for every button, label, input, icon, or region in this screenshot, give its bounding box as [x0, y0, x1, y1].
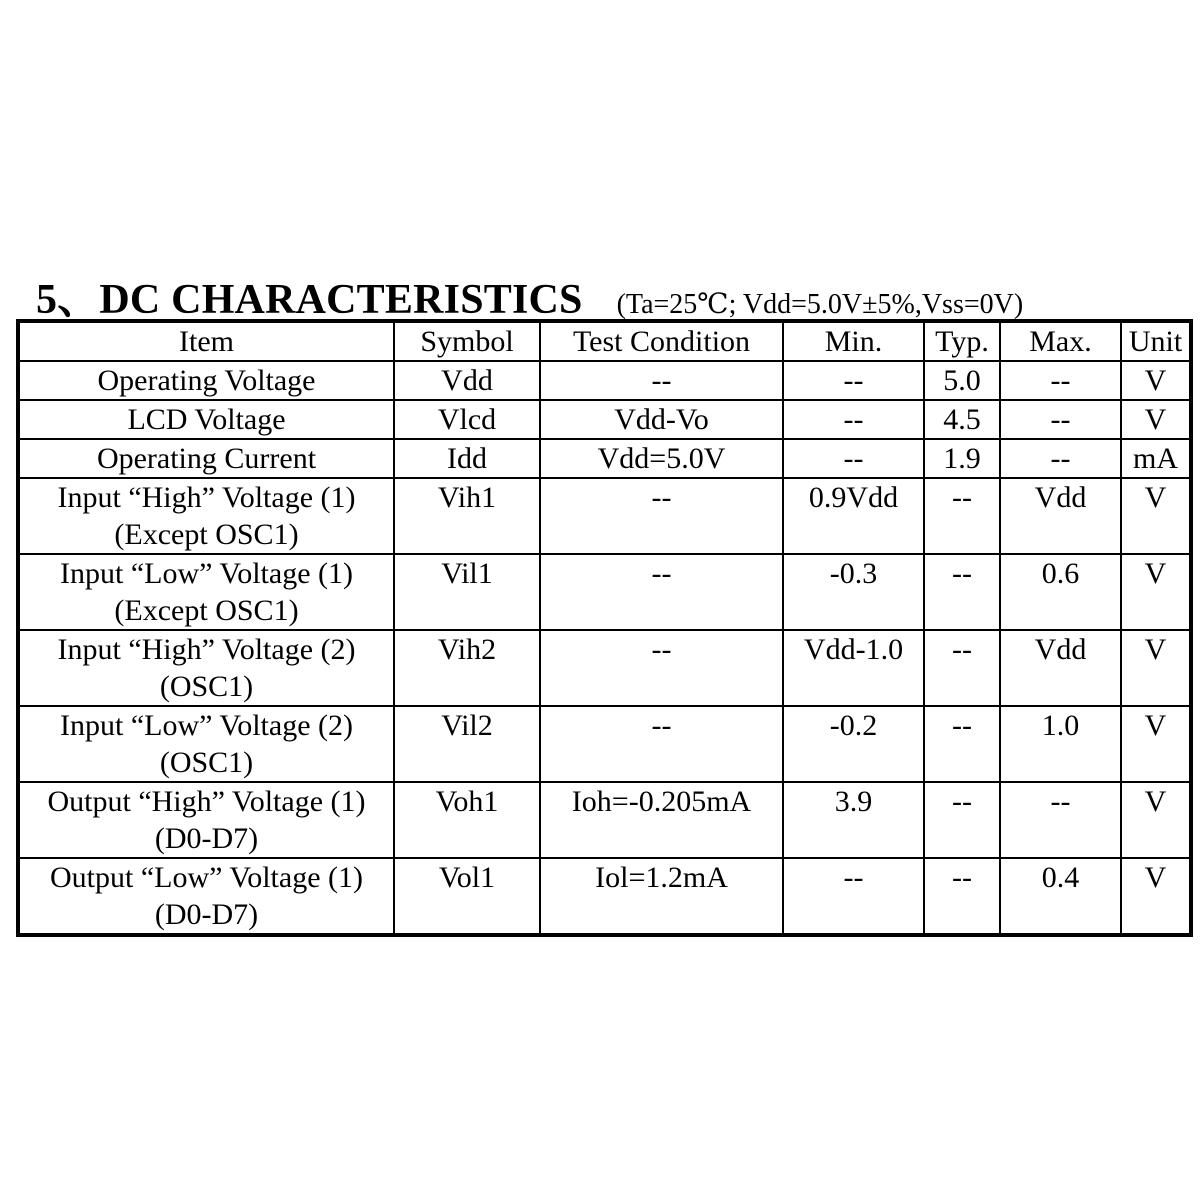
typ-cell: --: [924, 630, 1000, 706]
item-cell: [18, 782, 394, 858]
unit-cell: V: [1121, 630, 1191, 706]
item-cell: [18, 400, 394, 439]
max-cell: Vdd: [1000, 478, 1121, 554]
item-label: Input “Low” Voltage (1): [60, 557, 353, 590]
min-cell: Vdd-1.0: [783, 630, 924, 706]
table-header-row: [18, 321, 1191, 361]
min-cell: 3.9: [783, 782, 924, 858]
typ-cell: --: [924, 782, 1000, 858]
symbol-cell: Vol1: [394, 858, 540, 935]
unit-cell: V: [1121, 361, 1191, 400]
condition-cell: Ioh=-0.205mA: [540, 782, 783, 858]
condition-cell: Iol=1.2mA: [540, 858, 783, 935]
table-row: [18, 630, 1191, 706]
unit-cell: V: [1121, 400, 1191, 439]
condition-cell: --: [540, 478, 783, 554]
table-row: [18, 361, 1191, 400]
typ-cell: 1.9: [924, 439, 1000, 478]
item-cell: [18, 361, 394, 400]
item-sublabel: (Except OSC1): [114, 518, 299, 551]
item-cell: [18, 630, 394, 706]
max-cell: 0.4: [1000, 858, 1121, 935]
dc-characteristics-table: [16, 319, 1193, 937]
column-header-symbol: Symbol: [394, 321, 540, 361]
typ-cell: --: [924, 478, 1000, 554]
item-label: Output “Low” Voltage (1): [50, 861, 363, 894]
max-cell: --: [1000, 400, 1121, 439]
symbol-cell: Idd: [394, 439, 540, 478]
item-sublabel: (D0-D7): [154, 898, 259, 931]
table-row: [18, 858, 1191, 935]
min-cell: -0.2: [783, 706, 924, 782]
condition-cell: Vdd-Vo: [540, 400, 783, 439]
condition-cell: --: [540, 361, 783, 400]
item-cell: [18, 858, 394, 935]
min-cell: --: [783, 439, 924, 478]
symbol-cell: Vil2: [394, 706, 540, 782]
item-sublabel: (OSC1): [159, 670, 254, 703]
condition-cell: Vdd=5.0V: [540, 439, 783, 478]
item-cell: [18, 478, 394, 554]
typ-cell: --: [924, 706, 1000, 782]
table-row: [18, 706, 1191, 782]
min-cell: --: [783, 361, 924, 400]
min-cell: 0.9Vdd: [783, 478, 924, 554]
symbol-cell: Vih2: [394, 630, 540, 706]
item-sublabel: (OSC1): [159, 746, 254, 779]
max-cell: --: [1000, 361, 1121, 400]
section-title: 5、DC CHARACTERISTICS: [36, 277, 583, 323]
column-header-max: Max.: [1000, 321, 1121, 361]
item-label: Input “Low” Voltage (2): [60, 709, 353, 742]
item-label: LCD Voltage: [127, 403, 286, 436]
min-cell: --: [783, 858, 924, 935]
item-sublabel: (D0-D7): [154, 822, 259, 855]
typ-cell: 5.0: [924, 361, 1000, 400]
table-row: [18, 782, 1191, 858]
condition-cell: --: [540, 554, 783, 630]
condition-cell: --: [540, 706, 783, 782]
item-label: Operating Current: [96, 442, 317, 475]
typ-cell: --: [924, 858, 1000, 935]
table-row: [18, 439, 1191, 478]
item-label: Operating Voltage: [97, 364, 316, 397]
item-cell: [18, 439, 394, 478]
unit-cell: V: [1121, 782, 1191, 858]
symbol-cell: Vil1: [394, 554, 540, 630]
unit-cell: V: [1121, 858, 1191, 935]
item-label: Input “High” Voltage (2): [57, 633, 356, 666]
item-sublabel: (Except OSC1): [114, 594, 299, 627]
symbol-cell: Vih1: [394, 478, 540, 554]
unit-cell: V: [1121, 478, 1191, 554]
section-heading: [36, 266, 1186, 323]
unit-cell: V: [1121, 706, 1191, 782]
unit-cell: mA: [1121, 439, 1191, 478]
max-cell: 0.6: [1000, 554, 1121, 630]
condition-cell: --: [540, 630, 783, 706]
min-cell: -0.3: [783, 554, 924, 630]
table-row: [18, 400, 1191, 439]
symbol-cell: Vlcd: [394, 400, 540, 439]
column-header-item: Item: [18, 321, 394, 361]
table-row: [18, 554, 1191, 630]
symbol-cell: Voh1: [394, 782, 540, 858]
column-header-typ: Typ.: [924, 321, 1000, 361]
symbol-cell: Vdd: [394, 361, 540, 400]
item-label: Output “High” Voltage (1): [47, 785, 366, 818]
column-header-test-condition: Test Condition: [540, 321, 783, 361]
item-cell: [18, 554, 394, 630]
min-cell: --: [783, 400, 924, 439]
unit-cell: V: [1121, 554, 1191, 630]
item-cell: [18, 706, 394, 782]
max-cell: --: [1000, 439, 1121, 478]
table-row: [18, 478, 1191, 554]
max-cell: Vdd: [1000, 630, 1121, 706]
max-cell: --: [1000, 782, 1121, 858]
typ-cell: --: [924, 554, 1000, 630]
typ-cell: 4.5: [924, 400, 1000, 439]
max-cell: 1.0: [1000, 706, 1121, 782]
column-header-min: Min.: [783, 321, 924, 361]
item-label: Input “High” Voltage (1): [57, 481, 356, 514]
test-conditions: (Ta=25℃; Vdd=5.0V±5%,Vss=0V): [616, 289, 1024, 320]
column-header-unit: Unit: [1121, 321, 1191, 361]
